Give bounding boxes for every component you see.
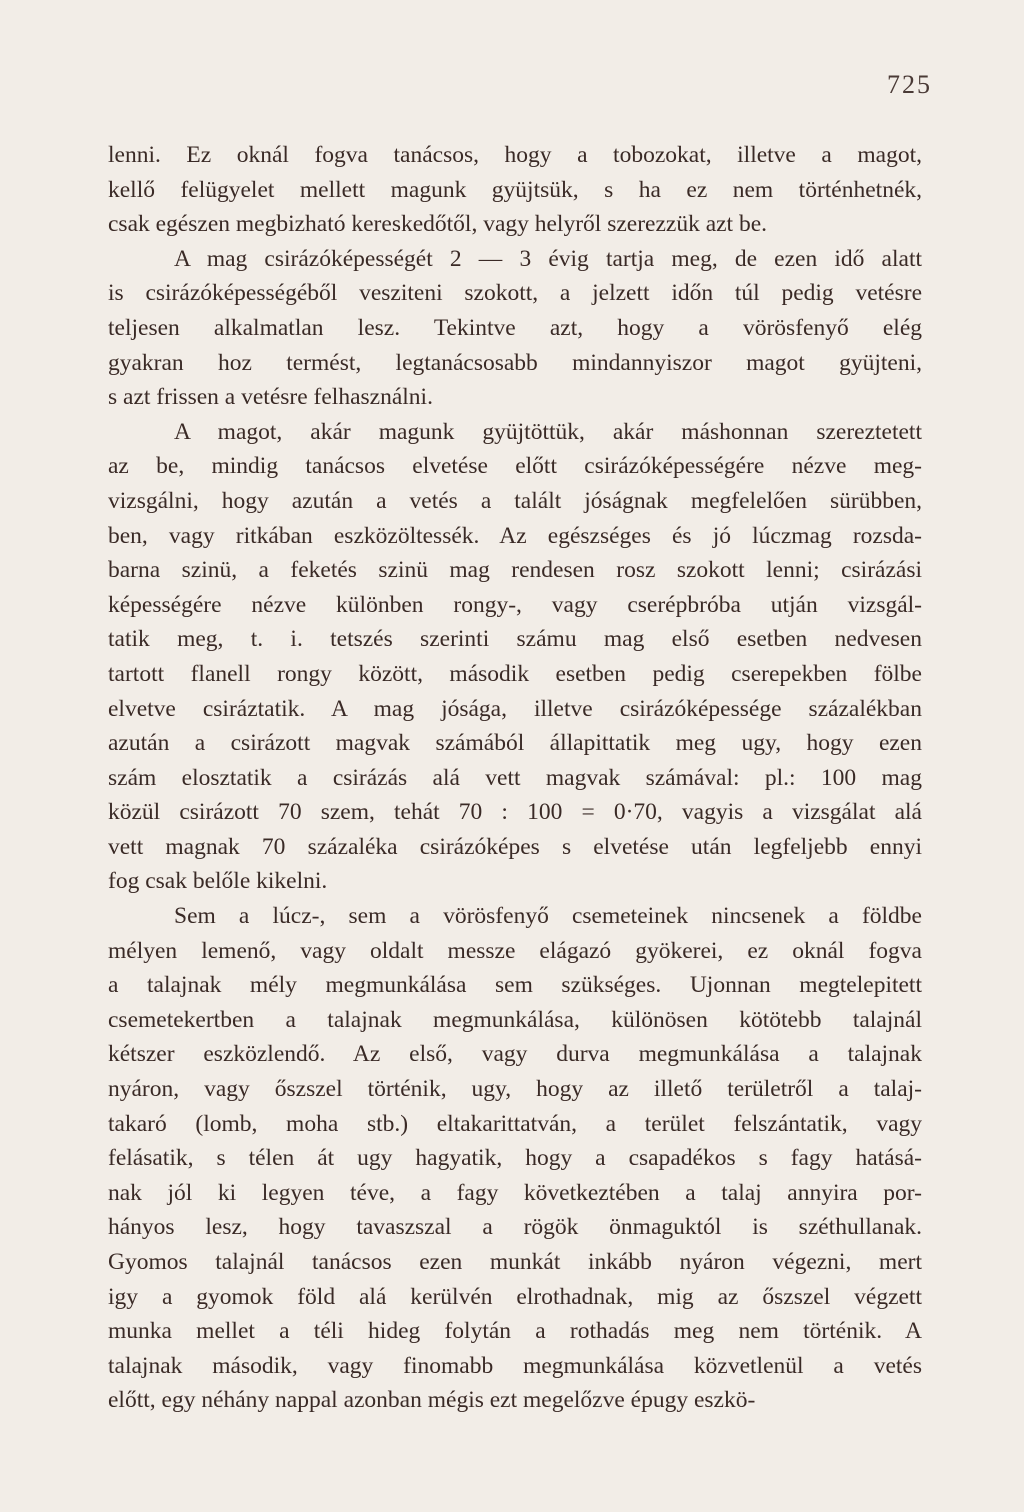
- text-line: előtt, egy néhány nappal azonban mégis ezt megelőzve épugy eszkö-: [108, 1387, 756, 1414]
- paragraph: [108, 899, 922, 1418]
- text-line: teljesen alkalmatlan lesz. Tekintve azt, hogy a vörösfenyő elég: [108, 314, 922, 341]
- page-number: 725: [887, 70, 932, 99]
- text-line: Sem a lúcz-, sem a vörösfenyő csemeteinek nincsenek a földbe: [174, 903, 922, 930]
- text-line: felásatik, s télen át ugy hagyatik, hogy a csapadékos s fagy hatásá-: [108, 1145, 922, 1172]
- text-line: ben, vagy ritkában eszközöltessék. Az egészséges és jó lúczmag rozsda-: [108, 522, 922, 549]
- text-line: vett magnak 70 százaléka csirázóképes s elvetése után legfeljebb ennyi: [108, 833, 922, 860]
- text-line: talajnak második, vagy finomabb megmunkálása közvetlenül a vetés: [108, 1352, 922, 1379]
- text-line: igy a gyomok föld alá kerülvén elrothadnak, mig az őszszel végzett: [108, 1283, 922, 1310]
- text-line: s azt frissen a vetésre felhasználni.: [108, 384, 433, 411]
- text-line: lenni. Ez oknál fogva tanácsos, hogy a tobozokat, illetve a magot,: [108, 142, 922, 168]
- text-line: munka mellet a téli hideg folytán a rothadás meg nem történik. A: [108, 1318, 922, 1345]
- text-line: barna szinü, a feketés szinü mag rendesen rosz szokott lenni; csirázási: [108, 557, 922, 584]
- paragraph: [108, 242, 922, 415]
- text-line: kellő felügyelet mellett magunk gyüjtsük, s ha ez nem történhetnék,: [108, 176, 922, 203]
- text-line: is csirázóképességéből vesziteni szokott, a jelzett időn túl pedig vetésre: [108, 280, 922, 307]
- text-line: elvetve csiráztatik. A mag jósága, illetve csirázóképessége százalékban: [108, 695, 922, 722]
- text-line: az be, mindig tanácsos elvetése előtt csirázóképességére nézve meg-: [108, 453, 922, 480]
- text-line: nyáron, vagy őszszel történik, ugy, hogy az illető területről a talaj-: [108, 1076, 922, 1103]
- text-line: szám elosztatik a csirázás alá vett magvak számával: pl.: 100 mag: [108, 764, 922, 791]
- text-line: csemetekertben a talajnak megmunkálása, különösen kötötebb talajnál: [108, 1006, 922, 1033]
- text-line: A magot, akár magunk gyüjtöttük, akár máshonnan szereztetett: [174, 418, 922, 445]
- text-line: nak jól ki legyen téve, a fagy következtében a talaj annyira por-: [108, 1179, 922, 1206]
- text-line: csak egészen megbizható kereskedőtől, vagy helyről szerezzük azt be.: [108, 211, 768, 238]
- text-line: közül csirázott 70 szem, tehát 70 : 100 = 0·70, vagyis a vizsgálat alá: [108, 799, 922, 826]
- text-line: tartott flanell rongy között, második esetben pedig cserepekben fölbe: [108, 660, 922, 687]
- text-line: vizsgálni, hogy azután a vetés a talált jóságnak megfelelően sürübben,: [108, 487, 922, 514]
- text-line: gyakran hoz termést, legtanácsosabb mindannyiszor magot gyüjteni,: [108, 349, 922, 376]
- text-line: fog csak belőle kikelni.: [108, 868, 328, 895]
- text-line: hányos lesz, hogy tavaszszal a rögök önmaguktól is széthullanak.: [108, 1214, 922, 1241]
- text-line: A mag csirázóképességét 2 — 3 évig tartja meg, de ezen idő alatt: [174, 245, 922, 272]
- paragraph: [108, 138, 922, 242]
- text-line: mélyen lemenő, vagy oldalt messze elágazó gyökerei, ez oknál fogva: [108, 937, 922, 964]
- text-line: a talajnak mély megmunkálása sem szükséges. Ujonnan megtelepitett: [108, 972, 922, 999]
- text-line: Gyomos talajnál tanácsos ezen munkát inkább nyáron végezni, mert: [108, 1249, 922, 1275]
- text-line: képességére nézve különben rongy-, vagy cserépbróba utján vizsgál-: [108, 591, 922, 618]
- text-line: tatik meg, t. i. tetszés szerinti számu mag első esetben nedvesen: [108, 626, 922, 653]
- text-line: azután a csirázott magvak számából állapittatik meg ugy, hogy ezen: [108, 730, 922, 757]
- body-text: [108, 138, 922, 1418]
- paragraph: [108, 415, 922, 899]
- text-line: takaró (lomb, moha stb.) eltakarittatván, a terület felszántatik, vagy: [108, 1110, 922, 1137]
- text-line: kétszer eszközlendő. Az első, vagy durva megmunkálása a talajnak: [108, 1041, 922, 1068]
